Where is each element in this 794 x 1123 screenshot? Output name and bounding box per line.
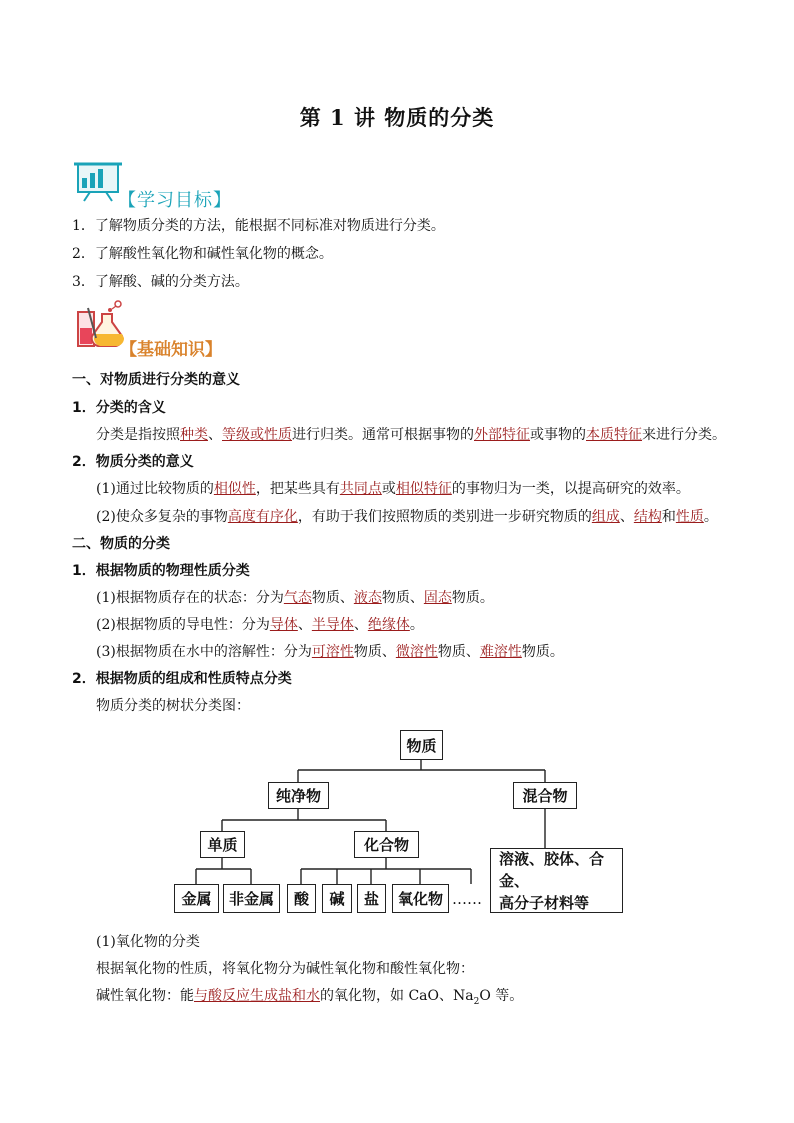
presentation-board-icon [74,160,122,202]
goal-item: 1．了解物质分类的方法，能根据不同标准对物质进行分类。 [72,218,445,234]
tree-node-acid: 酸 [287,884,316,913]
tree-node-oxide: 氧化物 [392,884,449,913]
paragraph: (2)根据物质的导电性：分为导体、半导体、绝缘体。 [96,617,424,633]
tree-node-element: 单质 [200,831,245,858]
page-title: 第 1 讲 物质的分类 [299,105,495,130]
tree-intro: 物质分类的树状分类图： [96,698,250,714]
oxide-heading: (1)氧化物的分类 [96,934,200,950]
tree-node-metal: 金属 [174,884,219,913]
mixture-examples-line: 高分子材料等 [499,893,590,912]
mixture-examples-line: 溶液、胶体、合金、 [499,849,605,890]
goals-heading: 【学习目标】 [118,190,232,211]
paragraph: 碱性氧化物：能与酸反应生成盐和水的氧化物，如 CaO、$Na_2O$ 等。 [96,988,524,1007]
tree-node-mixture: 混合物 [513,782,577,809]
subsection-heading: 1．根据物质的物理性质分类 [72,563,250,579]
subsection-heading: 2．根据物质的组成和性质特点分类 [72,671,292,687]
goal-item: 2．了解酸性氧化物和碱性氧化物的概念。 [72,246,333,262]
paragraph: (1)通过比较物质的相似性，把某些具有共同点或相似特征的事物归为一类，以提高研究的效率。 [96,481,690,497]
section-heading: 二、物质的分类 [72,536,170,552]
section-heading: 一、对物质进行分类的意义 [72,372,240,388]
tree-node-base: 碱 [322,884,352,913]
subsection-heading: 1．分类的含义 [72,400,166,416]
tree-node-compound: 化合物 [354,831,419,858]
tree-node-mixture-examples [490,848,623,913]
flask-icon [74,298,126,352]
goal-item: 3．了解酸、碱的分类方法。 [72,274,249,290]
paragraph: 分类是指按照种类、等级或性质进行归类。通常可根据事物的外部特征或事物的本质特征来进行分类。 [96,427,726,443]
tree-ellipsis: …… [452,890,482,908]
paragraph: (3)根据物质在水中的溶解性：分为可溶性物质、微溶性物质、难溶性物质。 [96,644,564,660]
paragraph: (2)使众多复杂的事物高度有序化，有助于我们按照物质的类别进一步研究物质的组成、结构和性质。 [96,509,718,525]
basics-heading: 【基础知识】 [120,340,222,360]
tree-node-root: 物质 [400,730,443,760]
paragraph: (1)根据物质存在的状态：分为气态物质、液态物质、固态物质。 [96,590,494,606]
tree-node-salt: 盐 [357,884,386,913]
subsection-heading: 2．物质分类的意义 [72,454,194,470]
paragraph: 根据氧化物的性质，将氧化物分为碱性氧化物和酸性氧化物： [96,961,474,977]
tree-node-pure: 纯净物 [268,782,329,809]
tree-node-nonmetal: 非金属 [223,884,280,913]
